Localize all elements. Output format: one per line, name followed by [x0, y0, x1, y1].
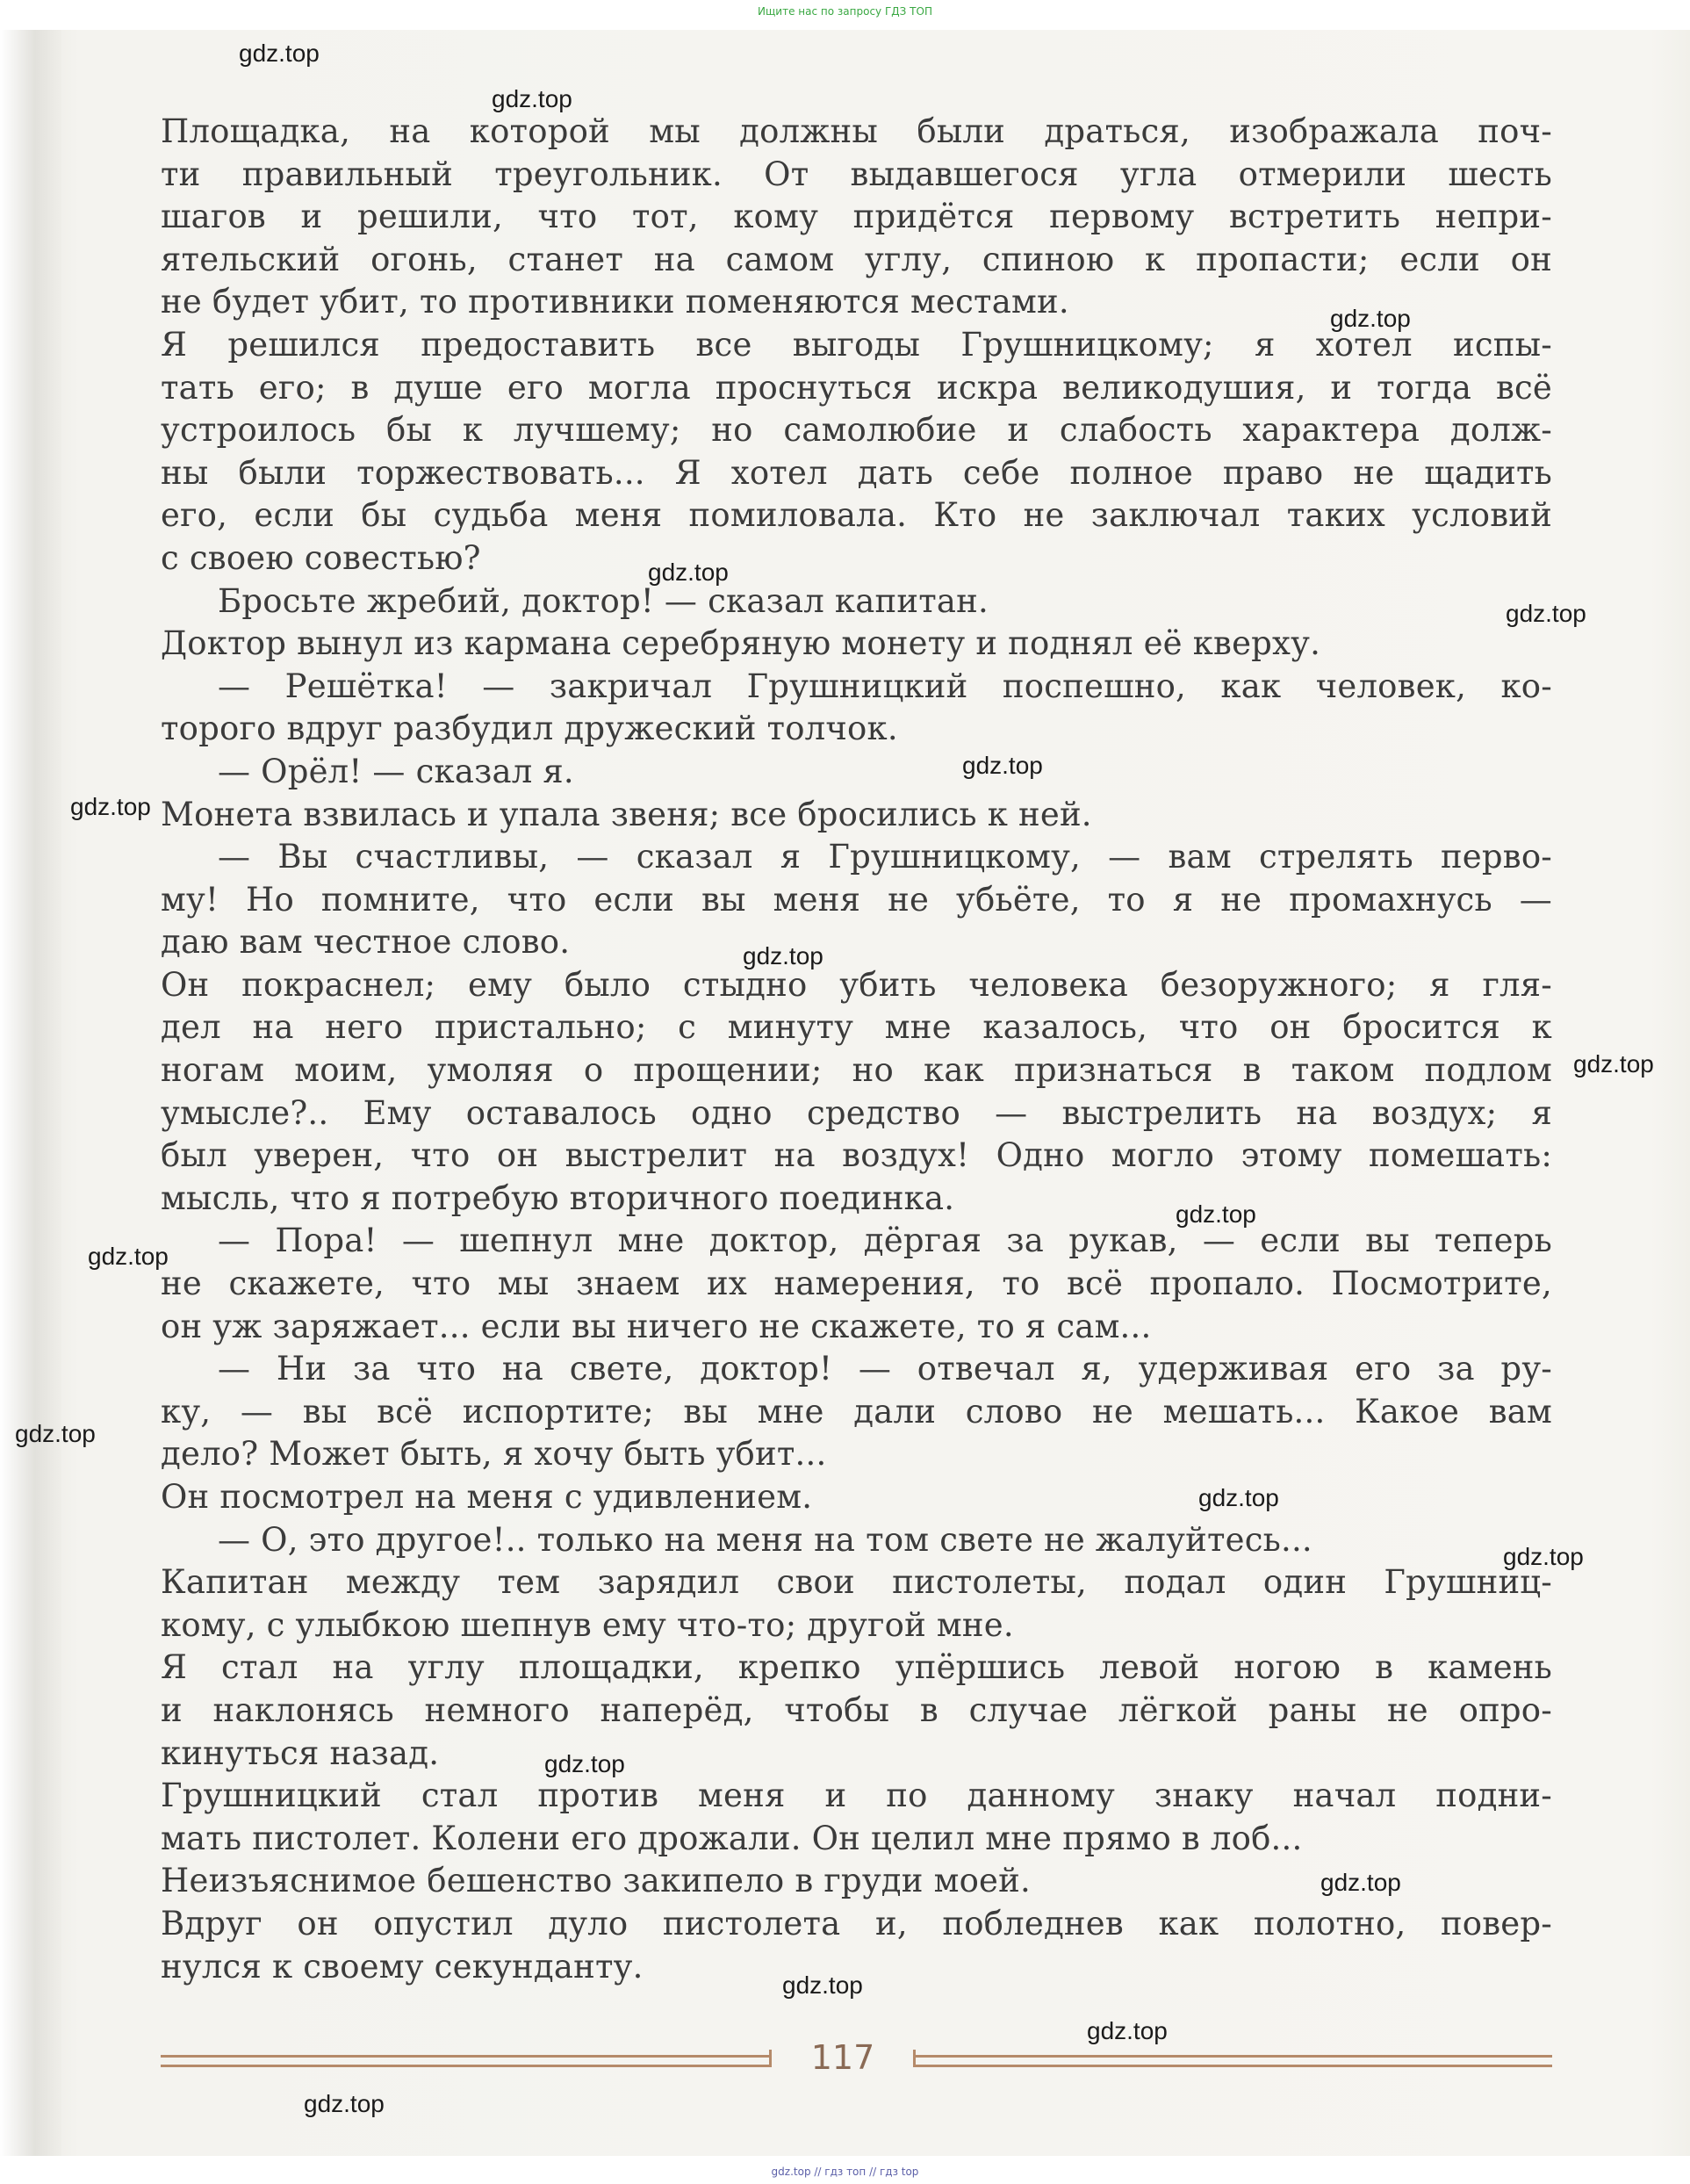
text-line: Доктор вынул из кармана серебряную монету и поднял её кверху. [161, 624, 1321, 663]
text-line: и наклонясь немного наперёд, чтобы в случае лёгкой раны не опро- [161, 1690, 1552, 1729]
text-line: его, если бы судьба меня помиловала. Кто не заключал таких условий [161, 496, 1552, 535]
watermark: gdz.top [1573, 1050, 1654, 1078]
text-line: Я решился предоставить все выгоды Грушницкому; я хотел испы- [161, 325, 1552, 364]
text-line: тать его; в душе его могла проснуться искра великодушия, и тогда всё [161, 368, 1552, 407]
watermark: gdz.top [544, 1750, 625, 1777]
watermark: gdz.top [743, 942, 823, 969]
text-line: Бросьте жребий, доктор! — сказал капитан. [218, 581, 989, 620]
watermark: gdz.top [648, 559, 729, 586]
text-line: умысле?.. Ему оставалось одно средство — выстрелить на воздух; я [161, 1093, 1552, 1132]
text-line: с своею совестью? [161, 538, 481, 577]
page-number: 117 [810, 2038, 875, 2077]
text-line: не скажете, что мы знаем их намерения, то всё пропало. Посмотрите, [161, 1265, 1552, 1303]
text-line: — Вы счастливы, — сказал я Грушницкому, — вам стрелять перво- [218, 838, 1552, 876]
text-line: даю вам честное слово. [161, 923, 571, 962]
watermark: gdz.top [1087, 2017, 1168, 2044]
watermark: gdz.top [1506, 600, 1586, 627]
watermark: gdz.top [1503, 1543, 1584, 1570]
watermark: gdz.top [1330, 305, 1411, 332]
text-line: — Ни за что на свете, доктор! — отвечал я, удерживая его за ру- [218, 1350, 1552, 1388]
watermark: gdz.top [1320, 1869, 1401, 1896]
watermark: gdz.top [70, 793, 151, 820]
text-line: — О, это другое!.. только на меня на том свете не жалуйтесь... [218, 1520, 1312, 1559]
footer-rule-tick [769, 2050, 772, 2067]
text-line: ятельский огонь, станет на самом углу, спиною к пропасти; если он [161, 240, 1552, 278]
text-line: ти правильный треугольник. От выдавшегося угла отмерили шесть [161, 155, 1552, 193]
watermark: gdz.top [782, 1971, 863, 1999]
bottom-banner[interactable]: gdz.top // гдз топ // гдз top [771, 2166, 919, 2178]
text-line: дело? Может быть, я хочу быть убит... [161, 1435, 827, 1474]
top-banner[interactable]: Ищите нас по запросу ГДЗ ТОП [758, 5, 932, 18]
text-line: мать пистолет. Колени его дрожали. Он целил мне прямо в лоб... [161, 1819, 1303, 1857]
footer-rule-right [913, 2055, 1552, 2067]
text-line: Он покраснел; ему было стыдно убить человека безоружного; я гля- [161, 965, 1552, 1004]
watermark: gdz.top [15, 1420, 96, 1447]
text-line: Неизъяснимое бешенство закипело в груди моей. [161, 1862, 1031, 1900]
body-text [161, 111, 1552, 1988]
text-line: не будет убит, то противники поменяются местами. [161, 283, 1069, 321]
text-line: мысль, что я потребую вторичного поединка. [161, 1178, 955, 1217]
text-line: Я стал на углу площадки, крепко упёршись левой ногою в камень [161, 1648, 1552, 1687]
text-line: му! Но помните, что если вы меня не убьёте, то я не промахнусь — [161, 880, 1552, 919]
text-line: ны были торжествовать... Я хотел дать себе полное право не щадить [161, 453, 1552, 492]
watermark: gdz.top [88, 1243, 169, 1270]
text-line: Грушницкий стал против меня и по данному знаку начал подни- [161, 1777, 1552, 1815]
text-line: нулся к своему секунданту. [161, 1947, 644, 1986]
text-line: устроилось бы к лучшему; но самолюбие и слабость характера долж- [161, 411, 1552, 450]
text-line: ногам моим, умоляя о прощении; но как признаться в таком подлом [161, 1051, 1552, 1090]
text-line: Монета взвилась и упала звеня; все бросились к ней. [161, 795, 1092, 833]
text-line: Вдруг он опустил дуло пистолета и, побледнев как полотно, повер- [161, 1904, 1552, 1943]
text-line: Капитан между тем зарядил свои пистолеты, подал один Грушниц- [161, 1563, 1552, 1602]
text-line: был уверен, что он выстрелит на воздух! Одно могло этому помешать: [161, 1136, 1552, 1175]
watermark: gdz.top [239, 40, 320, 67]
text-line: — Орёл! — сказал я. [218, 752, 574, 790]
watermark: gdz.top [962, 752, 1043, 779]
watermark: gdz.top [1176, 1200, 1256, 1228]
text-line: торого вдруг разбудил дружеский толчок. [161, 710, 898, 748]
text-line: Площадка, на которой мы должны были драться, изображала поч- [161, 112, 1552, 150]
text-line: шагов и решили, что тот, кому придётся первому встретить непри- [161, 198, 1552, 236]
text-line: кому, с улыбкою шепнув ему что-то; другой мне. [161, 1605, 1014, 1644]
text-line: Он посмотрел на меня с удивлением. [161, 1478, 813, 1516]
book-spine-shadow [0, 0, 61, 2184]
text-line: ку, — вы всё испортите; вы мне дали слово не мешать... Какое вам [161, 1392, 1552, 1431]
text-line: дел на него пристально; с минуту мне казалось, что он бросится к [161, 1008, 1552, 1047]
text-line: — Решётка! — закричал Грушницкий поспешно, как человек, ко- [218, 667, 1552, 705]
text-line: кинуться назад. [161, 1734, 440, 1772]
watermark: gdz.top [304, 2090, 385, 2117]
watermark: gdz.top [1198, 1484, 1279, 1511]
watermark: gdz.top [492, 85, 572, 112]
footer-rule-left [161, 2055, 771, 2067]
text-line: он уж заряжает... если вы ничего не скажете, то я сам... [161, 1307, 1152, 1345]
text-line: — Пора! — шепнул мне доктор, дёргая за рукав, — если вы теперь [218, 1222, 1552, 1260]
